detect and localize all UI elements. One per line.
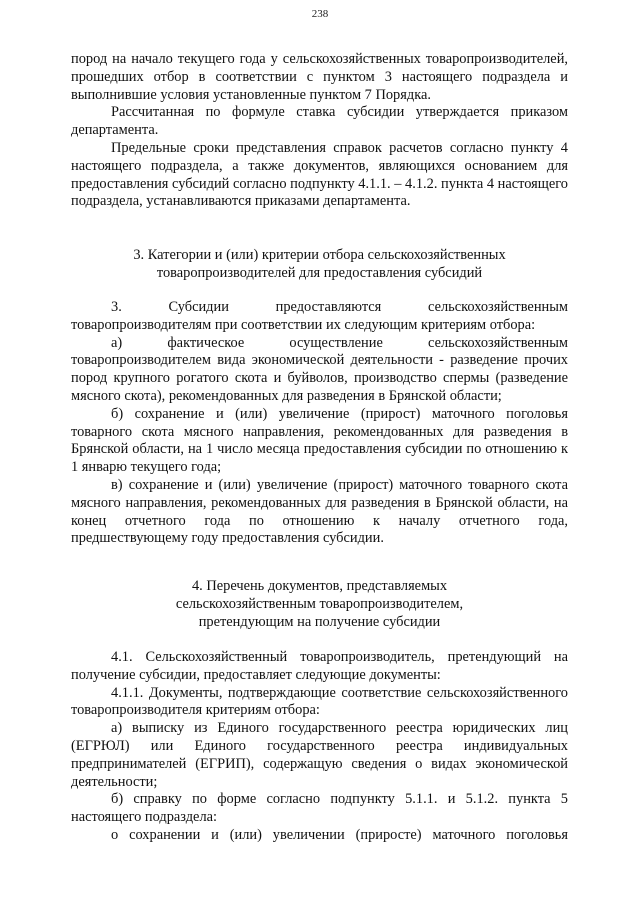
- paragraph-rate-approval: Рассчитанная по формуле ставка субсидии утверждается приказом департамента.: [71, 104, 568, 139]
- section-4-text-block: [71, 649, 568, 845]
- intro-text-block: [71, 51, 568, 211]
- paragraph-criterion-b: б) сохранение и (или) увеличение (прирост) маточного поголовья товарного скота мясного направления, рекомендованных для разведения в Брянской области, на 1 число месяца предоставления субсидии по отношению к 1 январю текущего года;: [71, 405, 568, 476]
- paragraph-item-b-certificate: б) справку по форме согласно подпункту 5.1.1. и 5.1.2. пункта 5 настоящего подраздела:: [71, 791, 568, 826]
- paragraph-deadlines: Предельные сроки представления справок расчетов согласно пункту 4 настоящего подраздела, а также документов, являющихся основанием для предоставления субсидий согласно подпункту 4.1.1. – 4.1.2. пункта 4 настоящего подраздела, устанавливаются приказами департамента.: [71, 139, 568, 210]
- section-3-text-block: [71, 299, 568, 548]
- section-4-heading: [71, 578, 568, 631]
- paragraph-item-4-1-1: 4.1.1. Документы, подтверждающие соответствие сельскохозяйственного товаропроизводителя критериям отбора:: [71, 684, 568, 719]
- section-3-heading-line: товаропроизводителей для предоставления субсидий: [156, 264, 483, 281]
- section-4-heading-line: 4. Перечень документов, представляемых: [191, 578, 448, 594]
- section-3-heading: [71, 247, 568, 283]
- paragraph-item-a-egrul: а) выписку из Единого государственного реестра юридических лиц (ЕГРЮЛ) или Единого государственного реестра индивидуальных предпринимателей (ЕГРИП), содержащую сведения о видах экономической деятельности;: [71, 720, 568, 790]
- paragraph-calculation-basis: пород на начало текущего года у сельскохозяйственных товаропроизводителей, прошедших отбор в соответствии с пунктом 3 настоящего подраздела и выполнившие условия установленные пунктом 7 Порядка.: [71, 51, 568, 103]
- paragraph-criterion-c: в) сохранение и (или) увеличение (прирост) маточного товарного скота мясного направления, рекомендованных для разведения в Брянской области, на конец отчетного года по отношению к началу отчетного года, предшествующему году предоставления субсидии.: [71, 476, 568, 547]
- paragraph-documents-intro: 4.1. Сельскохозяйственный товаропроизводитель, претендующий на получение субсидии, предоставляет следующие документы:: [71, 649, 568, 683]
- paragraph-criterion-a: а) фактическое осуществление сельскохозяйственным товаропроизводителем вида экономической деятельности - разведение прочих пород крупного рогатого скота и буйволов, производство спермы (разведение мясного скота), рекомендованных для разведения в Брянской области;: [71, 334, 568, 404]
- section-3-heading-line: 3. Категории и (или) критерии отбора сельскохозяйственных: [133, 247, 506, 263]
- section-4-heading-line: претендующим на получение субсидии: [198, 613, 441, 630]
- page-number: 238: [311, 8, 329, 20]
- paragraph-livestock-retention: о сохранении и (или) увеличении (приросте) маточного поголовья: [111, 826, 568, 843]
- section-4-heading-line: сельскохозяйственным товаропроизводителем,: [175, 595, 464, 612]
- paragraph-criteria-intro: 3. Субсидии предоставляются сельскохозяйственным товаропроизводителям при соответствии их следующим критериям отбора:: [71, 299, 568, 333]
